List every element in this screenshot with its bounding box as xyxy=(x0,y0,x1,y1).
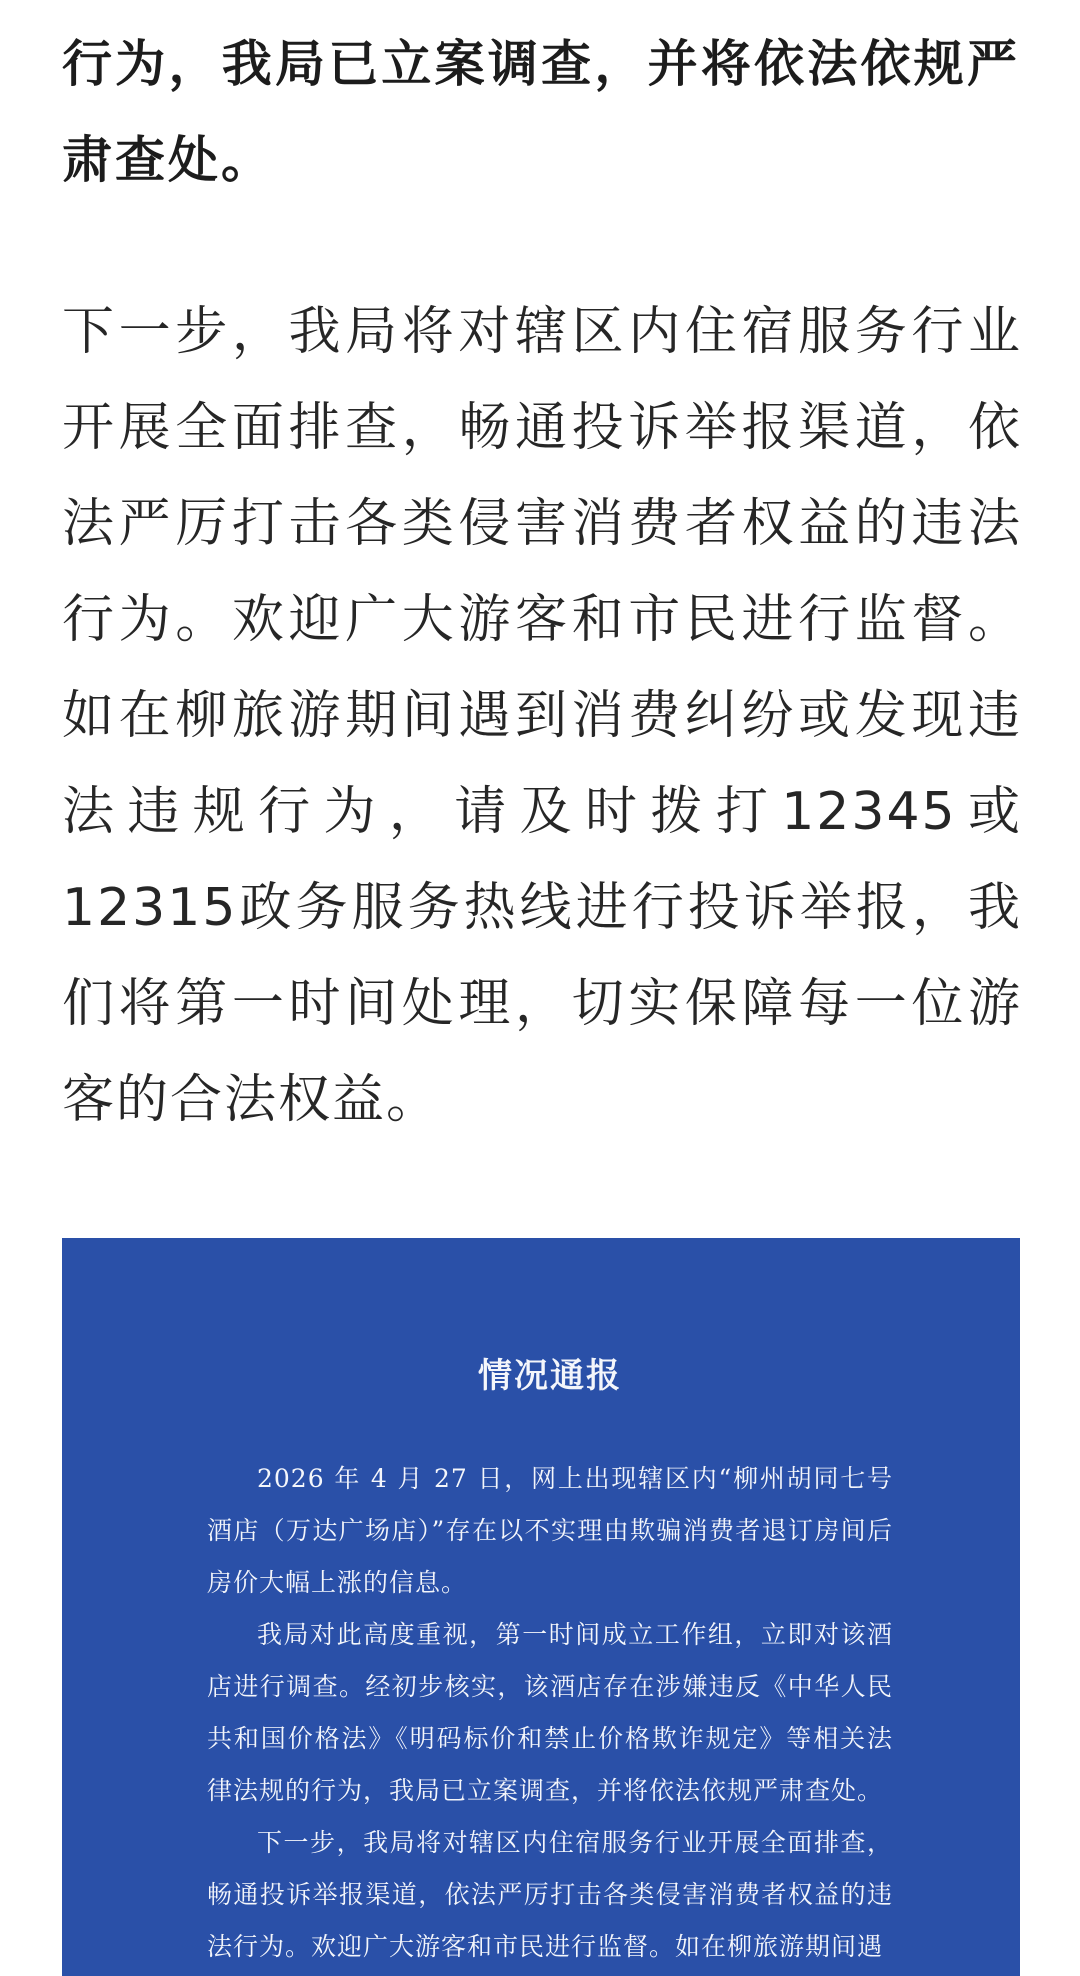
notice-paragraph-2: 我局对此高度重视，第一时间成立工作组，立即对该酒店进行调查。经初步核实，该酒店存在涉嫌违反《中华人民共和国价格法》《明码标价和禁止价格欺诈规定》等相关法律法规的行为，我局已立案调查，并将依法依规严肃查处。 xyxy=(207,1620,893,1805)
notice-image xyxy=(62,1238,1020,1976)
notice-title: 情况通报 xyxy=(478,1356,622,1396)
article-body xyxy=(62,0,1020,208)
notice-paragraph-1: 2026 年 4 月 27 日，网上出现辖区内“柳州胡同七号酒店（万达广场店）”存在以不实理由欺骗消费者退订房间后房价大幅上涨的信息。 xyxy=(207,1464,893,1597)
article-paragraph-top: 行为，我局已立案调查，并将依法依规严肃查处。 xyxy=(62,35,1020,189)
notice-content xyxy=(207,1348,893,1973)
notice-paragraph-3: 下一步，我局将对辖区内住宿服务行业开展全面排查，畅通投诉举报渠道，依法严厉打击各类侵害消费者权益的违法行为。欢迎广大游客和市民进行监督。如在柳旅游期间遇 xyxy=(207,1828,893,1961)
article-paragraph-main: 下一步，我局将对辖区内住宿服务行业开展全面排查，畅通投诉举报渠道，依法严厉打击各类侵害消费者权益的违法行为。欢迎广大游客和市民进行监督。如在柳旅游期间遇到消费纠纷或发现违法违规行为，请及时拨打12345或12315政务服务热线进行投诉举报，我们将第一时间处理，切实保障每一位游客的合法权益。 xyxy=(62,302,1022,1130)
